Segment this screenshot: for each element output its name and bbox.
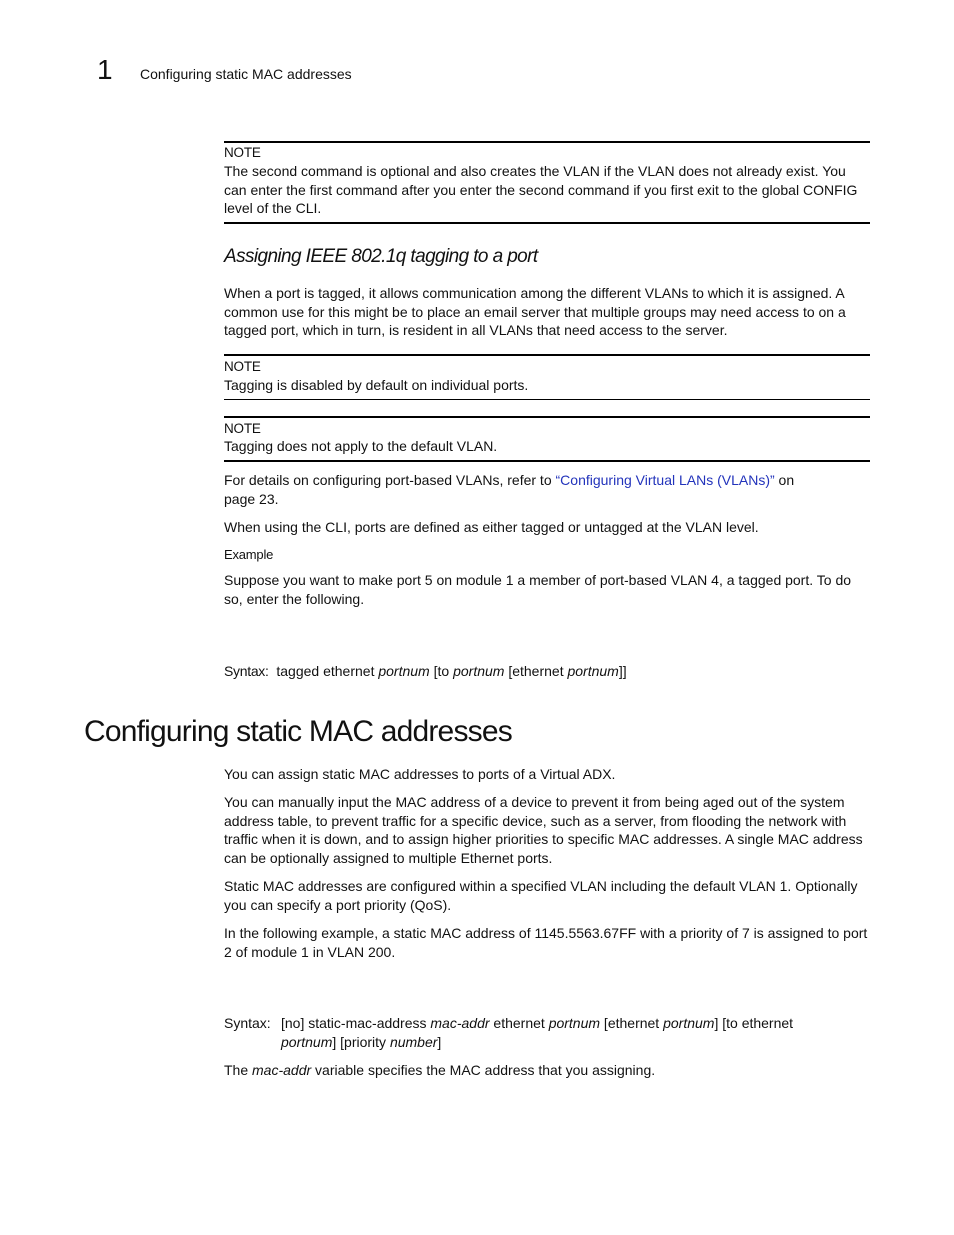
tagging-paragraph: When a port is tagged, it allows communication among the different VLANs to which it is assigned. A common use for this might be to place an email server that multiple groups may need access to on a tagged port, which in turn, is resident in all VLANs that need access to the server. [224, 285, 846, 339]
mac-paragraph: You can manually input the MAC address of a device to prevent it from being aged out of the system address table, to prevent traffic for a specific device, such as a server, from flooding the network with traffic when it is down, and to assign higher priorities to specific MAC addresses. A single MAC address can be optionally assigned to multiple Ethernet ports. [224, 794, 863, 867]
description-text: The [224, 1062, 253, 1078]
vlan-cross-reference-link[interactable]: “Configuring Virtual LANs (VLANs)” [555, 472, 775, 488]
mac-addr-description [224, 1061, 870, 1080]
note-bottom-rule [224, 222, 870, 224]
syntax-keyword: [no] static-mac-address [281, 1015, 431, 1031]
syntax-label: Syntax: [224, 1015, 271, 1031]
note-top-rule [224, 416, 870, 418]
syntax-variable: mac-addr [252, 1062, 312, 1078]
syntax-keyword: ]] [618, 663, 627, 679]
syntax-variable: portnum [378, 663, 430, 679]
vlan-reference-paragraph [224, 471, 870, 508]
mac-paragraph: Static MAC addresses are configured within a specified VLAN including the default VLAN 1. Optionally you can specify a port priority (QoS). [224, 878, 858, 913]
note-text: The second command is optional and also creates the VLAN if the VLAN does not already exist. You can enter the first command after you enter the second command if you first exit to the global CONFIG level of the CLI. [224, 163, 858, 217]
section-heading-static-mac: Configuring static MAC addresses [84, 715, 512, 748]
mac-paragraph: You can assign static MAC addresses to ports of a Virtual ADX. [224, 766, 616, 782]
reference-text: on [774, 472, 795, 488]
syntax-keyword: [ethernet [508, 663, 564, 679]
note-text: Tagging is disabled by default on individual ports. [224, 377, 529, 393]
syntax-keyword: ethernet [489, 1015, 549, 1031]
example-label: Example [224, 547, 274, 562]
note-label: NOTE [224, 359, 261, 374]
running-header-title: Configuring static MAC addresses [140, 66, 352, 82]
example-paragraph: Suppose you want to make port 5 on module 1 a member of port-based VLAN 4, a tagged port. To do so, enter the following. [224, 572, 852, 607]
syntax-keyword: [to [433, 663, 450, 679]
syntax-label: Syntax: [224, 663, 269, 679]
description-text: variable specifies the MAC address that you assigning. [311, 1062, 656, 1078]
note-bottom-rule [224, 399, 870, 400]
syntax-variable: mac-addr [430, 1015, 490, 1031]
chapter-number: 1 [97, 54, 113, 85]
syntax-keyword: ] [437, 1033, 442, 1050]
cli-paragraph: When using the CLI, ports are defined as either tagged or untagged at the VLAN level. [224, 519, 759, 535]
note-top-rule [224, 354, 870, 356]
syntax-variable: number [389, 1033, 438, 1050]
mac-paragraph: In the following example, a static MAC address of 1145.5563.67FF with a priority of 7 is assigned to port 2 of module 1 in VLAN 200. [224, 925, 868, 960]
section-heading-tagging: Assigning IEEE 802.1q tagging to a port [224, 246, 538, 267]
syntax-variable: portnum [548, 1015, 601, 1031]
note-text: Tagging does not apply to the default VLAN. [224, 438, 498, 454]
syntax-command: tagged ethernet [276, 663, 375, 679]
syntax-variable: portnum [281, 1033, 333, 1050]
note-label: NOTE [224, 421, 261, 436]
syntax-line-static-mac [281, 1014, 870, 1051]
syntax-keyword: [ethernet [600, 1015, 664, 1031]
syntax-keyword: ] [priority [332, 1033, 390, 1050]
syntax-variable: portnum [663, 1015, 715, 1031]
note-top-rule [224, 141, 870, 143]
syntax-keyword: ] [to ethernet [714, 1015, 794, 1031]
note-bottom-rule [224, 460, 870, 462]
syntax-line-tagging [224, 662, 870, 681]
syntax-variable: portnum [567, 663, 619, 679]
reference-text: page 23. [224, 490, 279, 507]
note-label: NOTE [224, 145, 261, 160]
syntax-variable: portnum [453, 663, 505, 679]
reference-text: For details on configuring port-based VLANs, refer to [224, 472, 556, 488]
